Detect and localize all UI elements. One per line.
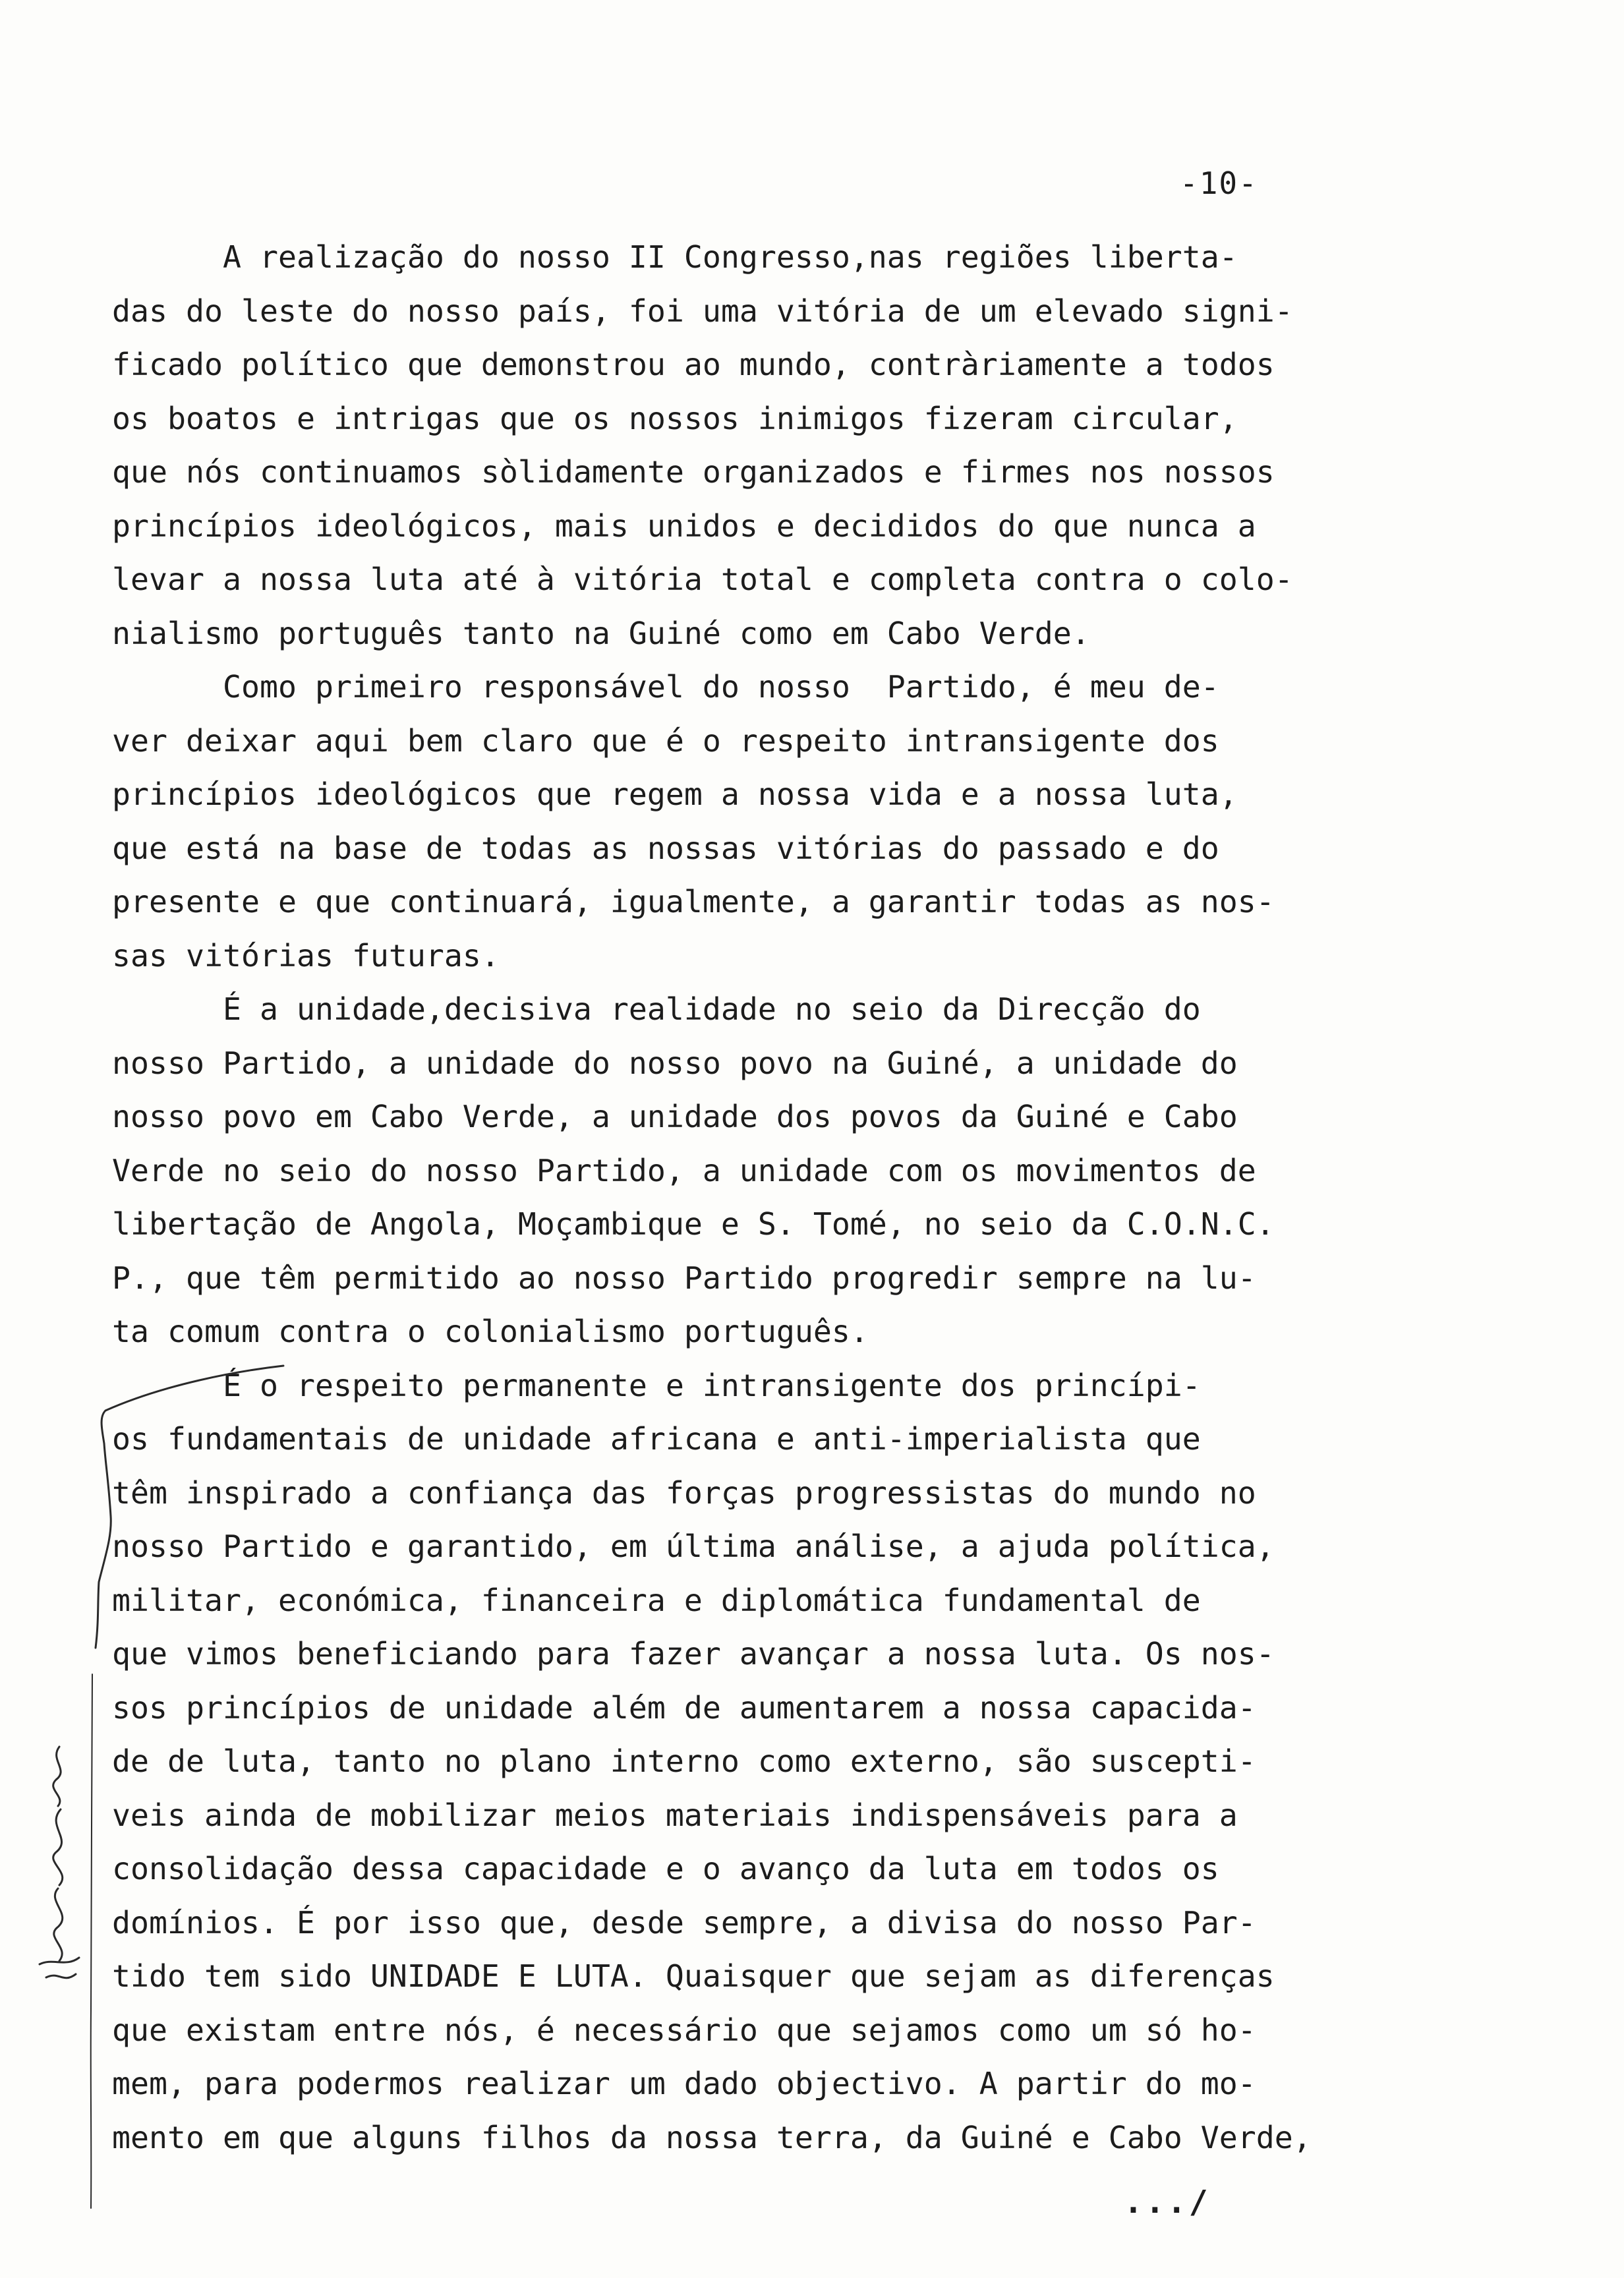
continuation-mark: .../	[1124, 2184, 1211, 2221]
text-line: ficado político que demonstrou ao mundo, contràriamente a todos	[112, 347, 1275, 382]
text-line: nosso povo em Cabo Verde, a unidade dos povos da Guiné e Cabo	[112, 1099, 1238, 1134]
text-line: Como primeiro responsável do nosso Partido, é meu de-	[112, 669, 1219, 705]
text-line: princípios ideológicos, mais unidos e decididos do que nunca a	[112, 508, 1256, 544]
text-line: veis ainda de mobilizar meios materiais indispensáveis para a	[112, 1797, 1238, 1833]
text-line: tido tem sido UNIDADE E LUTA. Quaisquer que sejam as diferenças	[112, 1958, 1275, 1994]
text-line: presente e que continuará, igualmente, a garantir todas as nos-	[112, 884, 1275, 920]
text-line: os fundamentais de unidade africana e anti-imperialista que	[112, 1421, 1201, 1457]
text-line: nosso Partido e garantido, em última análise, a ajuda política,	[112, 1529, 1275, 1564]
handwritten-initials-signature	[26, 1740, 92, 1991]
text-line: que está na base de todas as nossas vitórias do passado e do	[112, 830, 1219, 866]
text-line: consolidação dessa capacidade e o avanço da luta em todos os	[112, 1851, 1219, 1886]
typewritten-text-body	[112, 231, 1410, 2165]
text-line: Verde no seio do nosso Partido, a unidade com os movimentos de	[112, 1152, 1256, 1188]
text-line: ver deixar aqui bem claro que é o respeito intransigente dos	[112, 722, 1219, 759]
text-line: princípios ideológicos que regem a nossa vida e a nossa luta,	[112, 776, 1238, 812]
text-line: que vimos beneficiando para fazer avançar a nossa luta. Os nos-	[112, 1636, 1275, 1672]
page-number: -10-	[1180, 165, 1258, 201]
text-line: que nós continuamos sòlidamente organizados e firmes nos nossos	[112, 454, 1275, 490]
text-line: P., que têm permitido ao nosso Partido progredir sempre na lu-	[112, 1260, 1256, 1296]
text-line: das do leste do nosso país, foi uma vitória de um elevado signi-	[112, 293, 1293, 329]
text-line: É a unidade,decisiva realidade no seio da Direcção do	[112, 991, 1201, 1027]
text-line: sas vitórias futuras.	[112, 937, 500, 974]
text-line: A realização do nosso II Congresso,nas regiões liberta-	[112, 239, 1238, 275]
text-line: militar, económica, financeira e diplomática fundamental de	[112, 1582, 1201, 1618]
text-line: levar a nossa luta até à vitória total e completa contra o colo-	[112, 562, 1293, 597]
text-line: ta comum contra o colonialismo português.	[112, 1314, 869, 1349]
text-line: domínios. É por isso que, desde sempre, a divisa do nosso Par-	[112, 1904, 1256, 1941]
text-line: de de luta, tanto no plano interno como externo, são suscepti-	[112, 1743, 1256, 1779]
text-line: nialismo português tanto na Guiné como em Cabo Verde.	[112, 615, 1090, 651]
text-line: libertação de Angola, Moçambique e S. Tomé, no seio da C.O.N.C.	[112, 1206, 1275, 1242]
text-line: os boatos e intrigas que os nossos inimigos fizeram circular,	[112, 400, 1238, 436]
text-line: têm inspirado a confiança das forças progressistas do mundo no	[112, 1475, 1256, 1511]
text-line: mento em que alguns filhos da nossa terra, da Guiné e Cabo Verde,	[112, 2119, 1312, 2155]
text-line: É o respeito permanente e intransigente dos princípi-	[112, 1367, 1201, 1403]
text-line: sos princípios de unidade além de aumentarem a nossa capacida-	[112, 1689, 1256, 1726]
text-line: mem, para podermos realizar um dado objectivo. A partir do mo-	[112, 2066, 1256, 2101]
text-line: nosso Partido, a unidade do nosso povo na Guiné, a unidade do	[112, 1045, 1238, 1081]
text-line: que existam entre nós, é necessário que sejamos como um só ho-	[112, 2012, 1256, 2048]
